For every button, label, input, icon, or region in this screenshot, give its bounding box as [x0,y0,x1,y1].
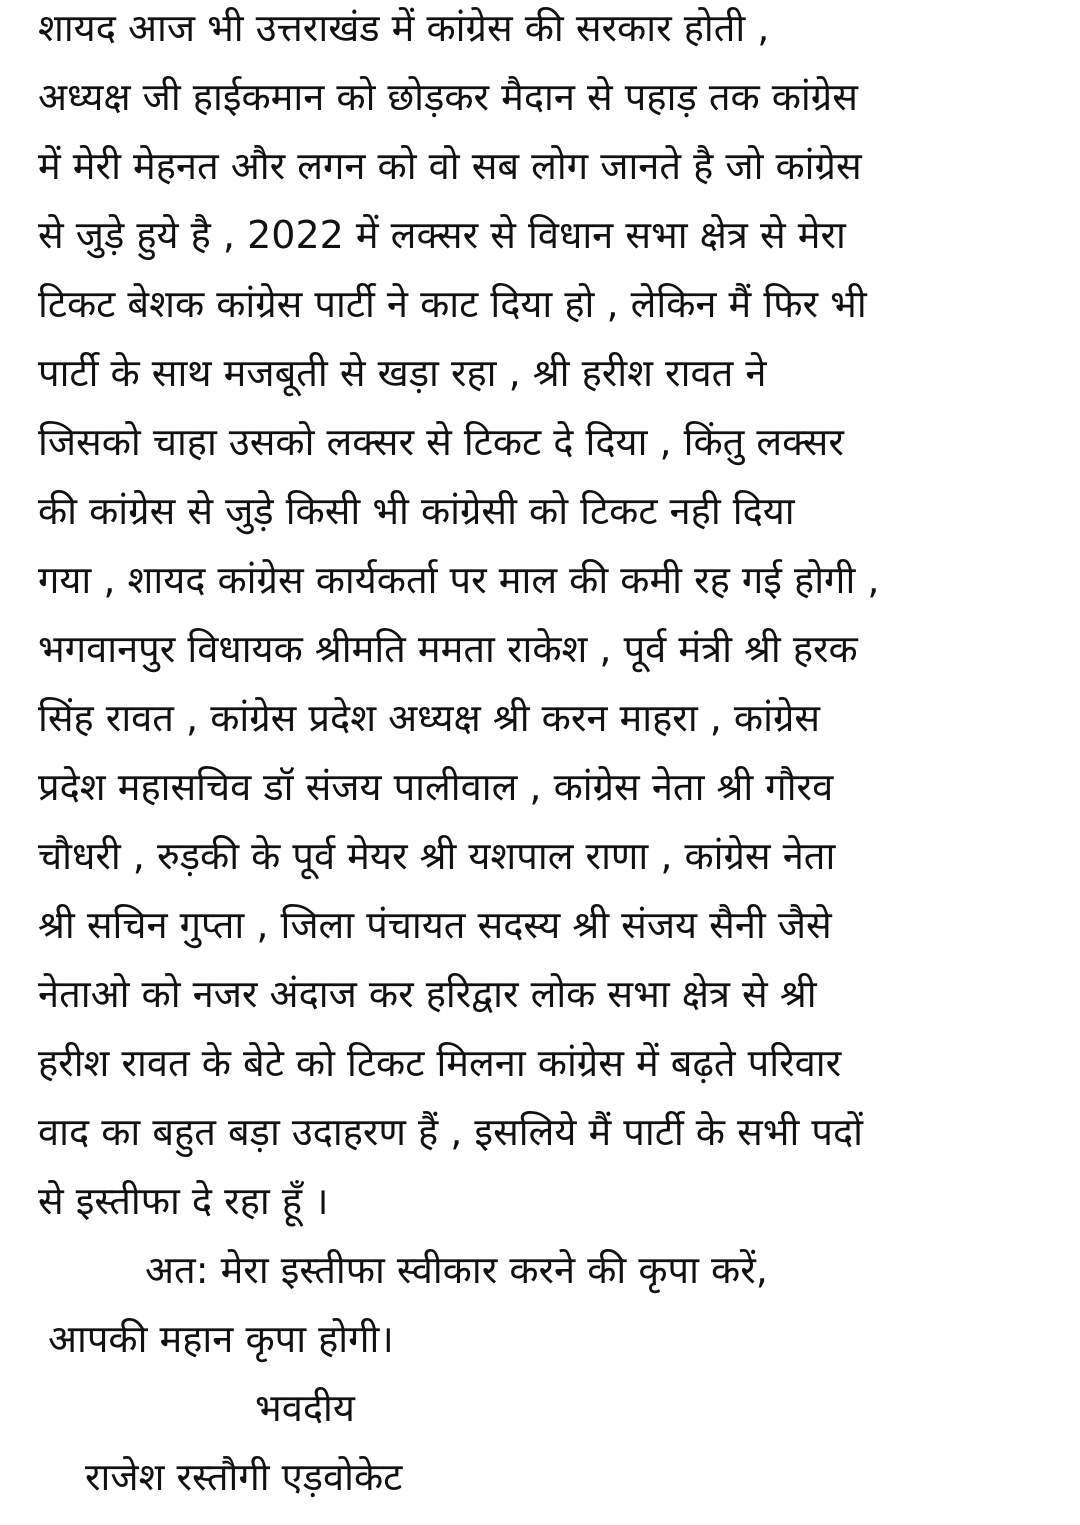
body-line: से इस्तीफा दे रहा हूँ । [38,1179,329,1223]
body-line: नेताओ को नजर अंदाज कर हरिद्वार लोक सभा क्षेत्र से श्री [38,972,817,1016]
gratitude-line: आपकी महान कृपा होगी। [48,1317,394,1361]
body-line: में मेरी मेहनत और लगन को वो सब लोग जानते है जो कांग्रेस [38,144,862,188]
body-line: वाद का बहुत बड़ा उदाहरण हैं , इसलिये मैं पार्टी के सभी पदों [38,1110,863,1154]
closing-salutation: भवदीय [255,1386,355,1430]
body-line: चौधरी , रुड़की के पूर्व मेयर श्री यशपाल राणा , कांग्रेस नेता [38,834,836,878]
signature-name: राजेश रस्तौगी एड़वोकेट [85,1455,403,1499]
body-line: से जुड़े हुये है , 2022 में लक्सर से विधान सभा क्षेत्र से मेरा [38,213,846,257]
body-line: टिकट बेशक कांग्रेस पार्टी ने काट दिया हो , लेकिन मैं फिर भी [38,282,867,326]
body-line: गया , शायद कांग्रेस कार्यकर्ता पर माल की कमी रह गई होगी , [38,558,880,602]
body-line: की कांग्रेस से जुड़े किसी भी कांग्रेसी को टिकट नही दिया [38,489,795,533]
body-line: जिसको चाहा उसको लक्सर से टिकट दे दिया , किंतु लक्सर [38,420,844,464]
body-line: पार्टी के साथ मजबूती से खड़ा रहा , श्री हरीश रावत ने [38,351,767,395]
request-line: अत: मेरा इस्तीफा स्वीकार करने की कृपा करें, [145,1248,768,1292]
body-line: सिंह रावत , कांग्रेस प्रदेश अध्यक्ष श्री करन माहरा , कांग्रेस [38,696,821,740]
body-line: हरीश रावत के बेटे को टिकट मिलना कांग्रेस में बढ़ते परिवार [38,1041,842,1085]
body-line: अध्यक्ष जी हाईकमान को छोड़कर मैदान से पहाड़ तक कांग्रेस [38,75,858,119]
body-line: प्रदेश महासचिव डॉ संजय पालीवाल , कांग्रेस नेता श्री गौरव [38,765,834,809]
body-line: शायद आज भी उत्तराखंड में कांग्रेस की सरकार होती , [38,6,770,50]
body-line: भगवानपुर विधायक श्रीमति ममता राकेश , पूर्व मंत्री श्री हरक [38,627,858,671]
body-line: श्री सचिन गुप्ता , जिला पंचायत सदस्य श्री संजय सैनी जैसे [38,903,832,947]
